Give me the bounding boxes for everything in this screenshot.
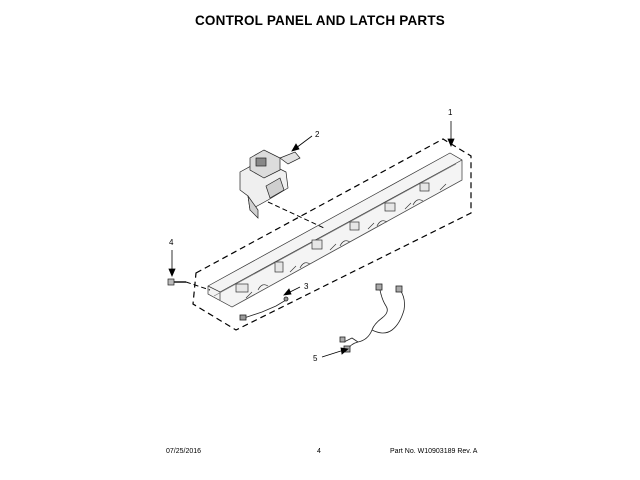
screw-dashed-link bbox=[186, 282, 210, 290]
page-title: CONTROL PANEL AND LATCH PARTS bbox=[194, 13, 446, 28]
latch-dashed-link bbox=[268, 202, 324, 228]
callout-1: 1 bbox=[448, 108, 453, 117]
footer-part-number: Part No. W10903189 Rev. A bbox=[390, 448, 478, 455]
callout-3: 3 bbox=[304, 282, 309, 291]
footer-page-number: 4 bbox=[317, 448, 321, 455]
screw-part bbox=[168, 279, 186, 285]
wire-harness-part bbox=[340, 284, 405, 352]
callout-5: 5 bbox=[313, 354, 318, 363]
callout-4: 4 bbox=[169, 238, 174, 247]
footer-date: 07/25/2016 bbox=[166, 448, 202, 455]
latch-assembly-part bbox=[240, 150, 300, 218]
callout-2: 2 bbox=[315, 130, 320, 139]
